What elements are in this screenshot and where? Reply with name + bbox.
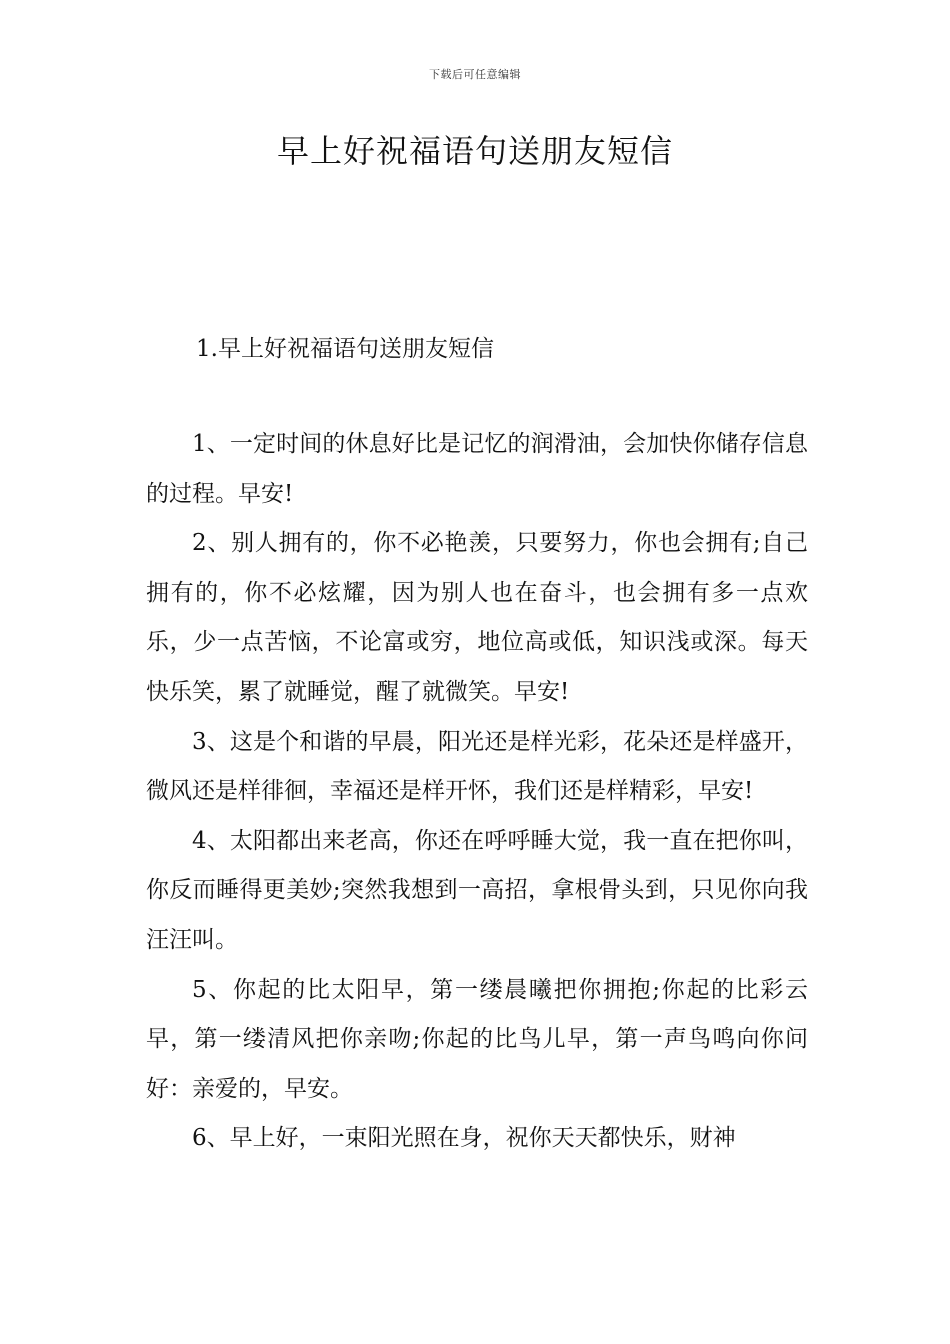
paragraph-2: 2、别人拥有的，你不必艳羡，只要努力，你也会拥有;自己拥有的，你不必炫耀，因为别人也在奋斗，也会拥有多一点欢乐，少一点苦恼，不论富或穷，地位高或低，知识浅或深。每天快乐笑，累了就睡觉，醒了就微笑。早安!: [146, 530, 808, 705]
section-heading: 1.早上好祝福语句送朋友短信: [196, 336, 494, 362]
body-text: [146, 420, 808, 1164]
page-title: 早上好祝福语句送朋友短信: [276, 132, 673, 170]
paragraph-4: 4、太阳都出来老高，你还在呼呼睡大觉，我一直在把你叫，你反而睡得更美妙;突然我想到一高招，拿根骨头到，只见你向我汪汪叫。: [146, 827, 808, 953]
header-note: 下载后可任意编辑: [429, 68, 521, 81]
paragraph-6: 6、早上好，一束阳光照在身，祝你天天都快乐，财神: [192, 1125, 736, 1152]
paragraph-5: 5、你起的比太阳早，第一缕晨曦把你拥抱;你起的比彩云早，第一缕清风把你亲吻;你起的比鸟儿早，第一声鸟鸣向你问好：亲爱的，早安。: [146, 976, 808, 1102]
paragraph-3: 3、这是个和谐的早晨，阳光还是样光彩，花朵还是样盛开，微风还是样徘徊，幸福还是样开怀，我们还是样精彩，早安!: [146, 728, 808, 805]
paragraph-1: 1、一定时间的休息好比是记忆的润滑油，会加快你储存信息的过程。早安!: [146, 431, 808, 507]
